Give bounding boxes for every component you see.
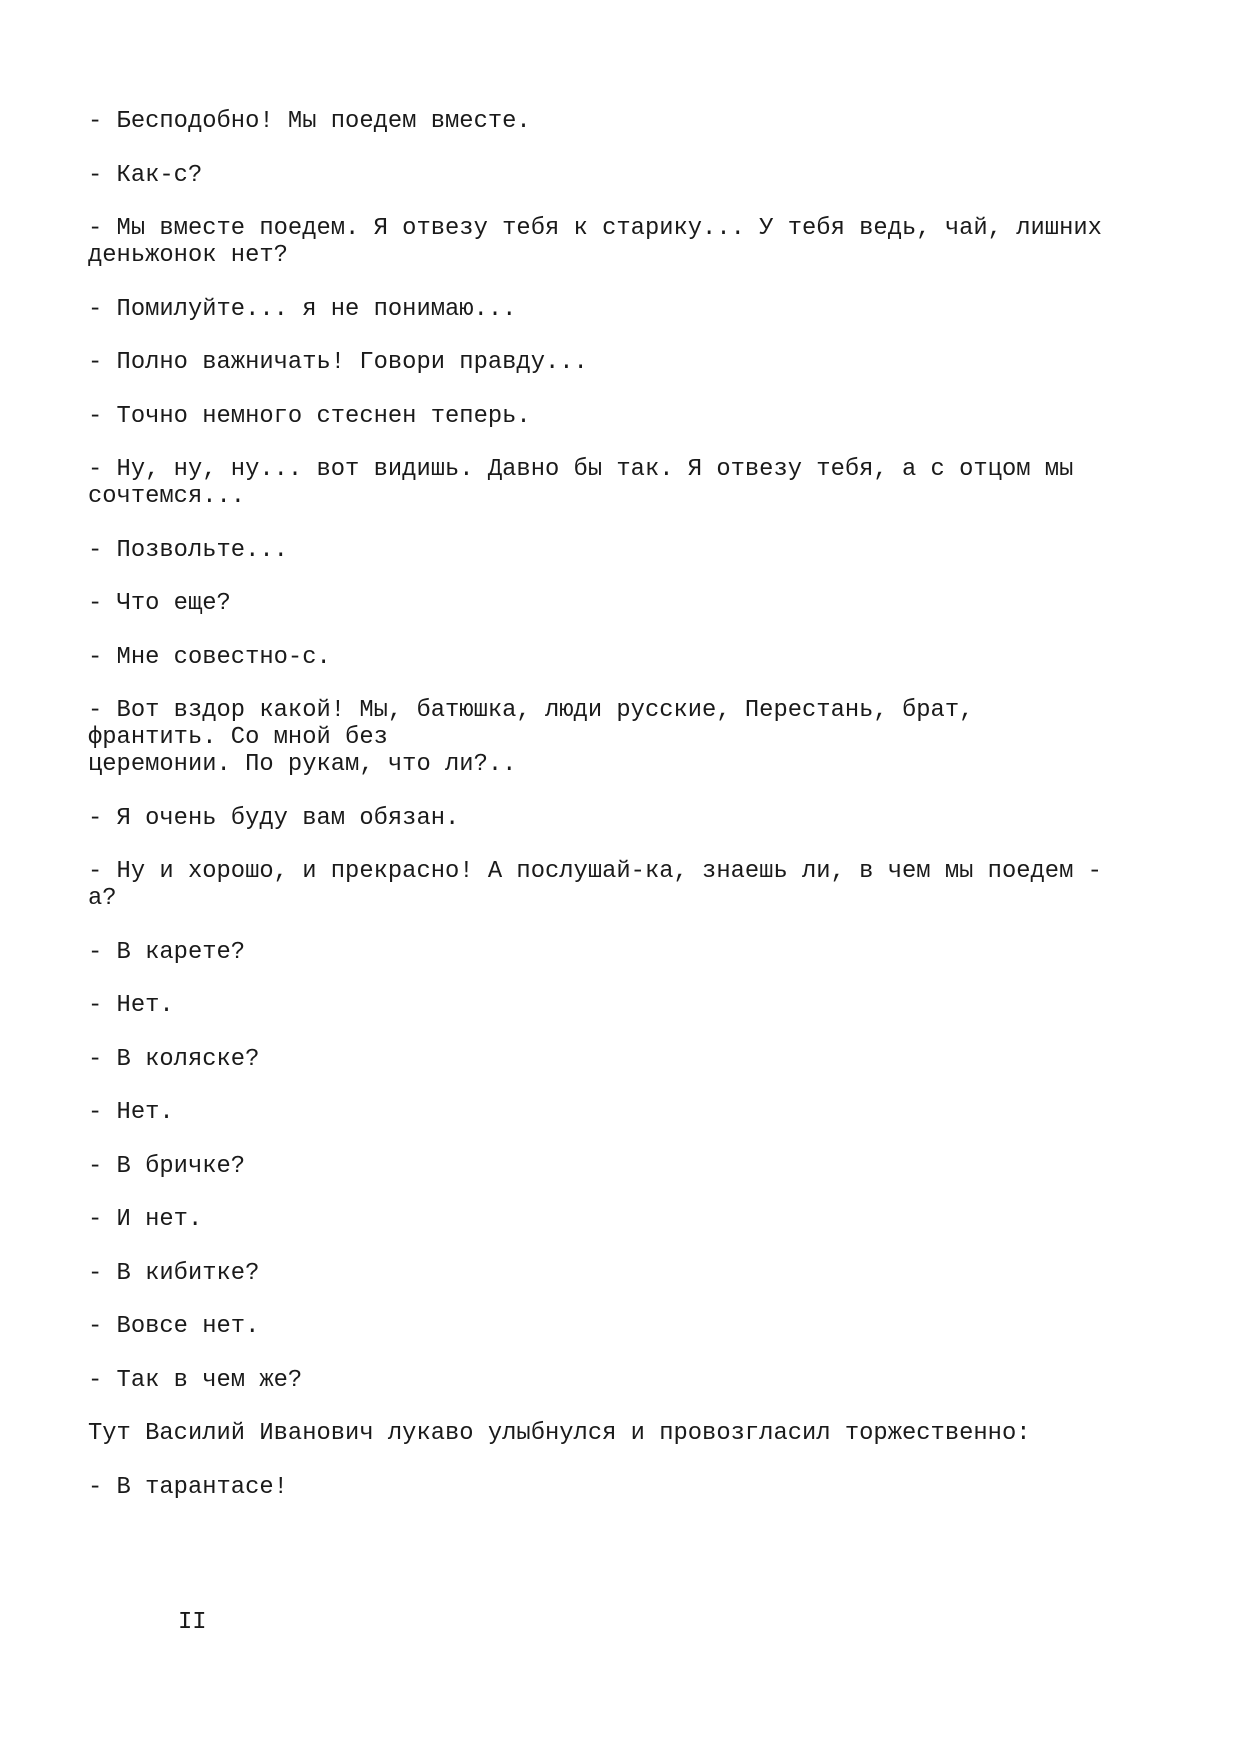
paragraph: - Как-с? bbox=[88, 161, 203, 189]
paragraph: - В бричке? bbox=[88, 1152, 246, 1180]
paragraph: - Мне совестно-с. bbox=[88, 643, 331, 671]
paragraph: - Вот вздор какой! Мы, батюшка, люди русские, Перестань, брат, франтить. Со мной без церемонии. По рукам, что ли?.. bbox=[88, 697, 974, 778]
paragraph: - В коляске? bbox=[88, 1045, 260, 1073]
section-number: II bbox=[178, 1609, 207, 1636]
paragraph: - Ну, ну, ну... вот видишь. Давно бы так. Я отвезу тебя, а с отцом мы сочтемся... bbox=[88, 456, 1074, 510]
paragraph: - Я очень буду вам обязан. bbox=[88, 804, 460, 832]
paragraph: - Позвольте... bbox=[88, 536, 288, 564]
paragraph: - В кибитке? bbox=[88, 1259, 260, 1287]
paragraph: - Вовсе нет. bbox=[88, 1313, 260, 1340]
document-body bbox=[88, 108, 1178, 1527]
paragraph: - Что еще? bbox=[88, 590, 231, 617]
paragraph: - Точно немного стеснен теперь. bbox=[88, 402, 531, 430]
paragraph: - В тарантасе! bbox=[88, 1473, 288, 1501]
paragraph: - Нет. bbox=[88, 992, 174, 1019]
paragraph: - Полно важничать! Говори правду... bbox=[88, 349, 588, 376]
paragraph: - Нет. bbox=[88, 1099, 174, 1126]
paragraph: - Ну и хорошо, и прекрасно! А послушай-ка, знаешь ли, в чем мы поедем - а? bbox=[88, 858, 1102, 912]
paragraph: - Помилуйте... я не понимаю... bbox=[88, 295, 517, 323]
paragraph: - Бесподобно! Мы поедем вместе. bbox=[88, 108, 531, 135]
paragraph: - Так в чем же? bbox=[88, 1366, 303, 1394]
paragraph: - И нет. bbox=[88, 1206, 203, 1233]
paragraph: Тут Василий Иванович лукаво улыбнулся и провозгласил торжественно: bbox=[88, 1420, 1031, 1447]
paragraph: - В карете? bbox=[88, 938, 246, 966]
paragraph: - Мы вместе поедем. Я отвезу тебя к старику... У тебя ведь, чай, лишних деньжонок нет? bbox=[88, 215, 1102, 269]
